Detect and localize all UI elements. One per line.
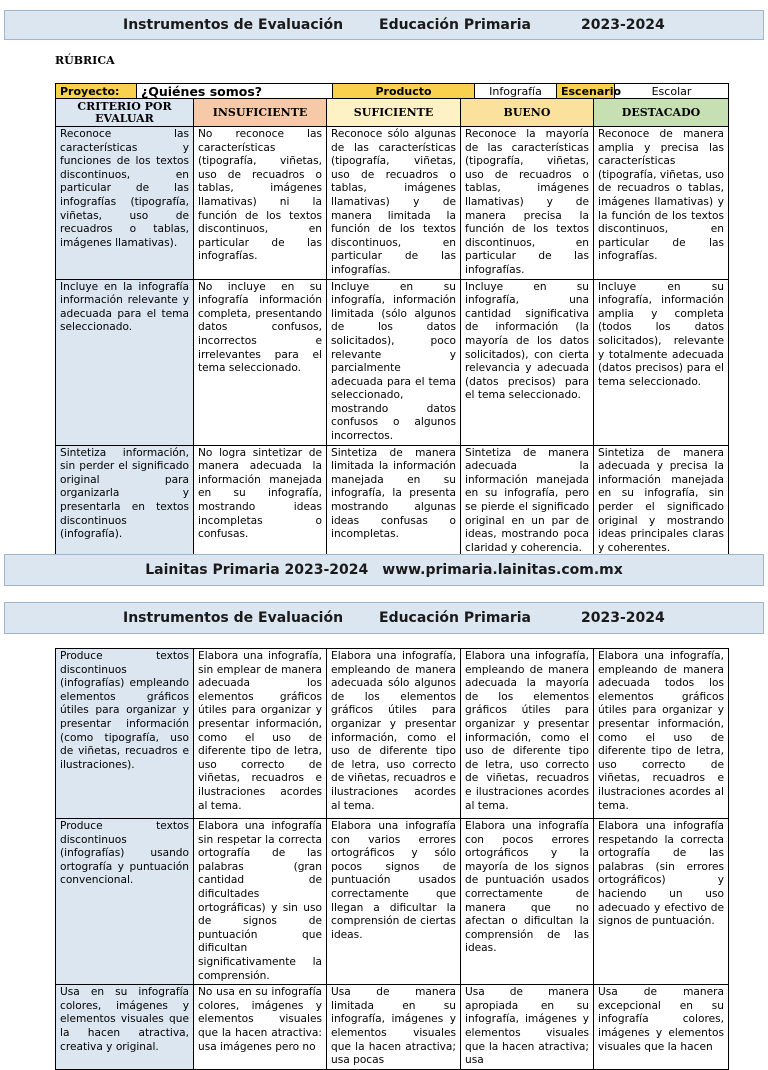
insuficiente-cell: No incluye en su infografía información completa, presentando datos confusos, incorrectos e irrelevantes para el tema seleccionado. xyxy=(194,279,327,445)
bueno-cell: Elabora una infografía, empleando de manera adecuada la mayoría de los elementos gráficos útiles para organizar y presentar información, como el uso de diferente tipo de letra, uso correcto de viñetas, recuadros e ilustraciones acordes al tema. xyxy=(461,649,594,819)
table-row xyxy=(56,279,729,445)
table-row xyxy=(56,127,729,280)
destacado-cell: Incluye en su infografía, información amplia y completa (todos los datos solicitados), relevante y totalmente adecuada (datos precisos) para el tema seleccionado. xyxy=(594,279,729,445)
criterion-cell: Incluye en la infografía información relevante y adecuada para el tema seleccionado. xyxy=(56,279,194,445)
header-title: Instrumentos de Evaluación xyxy=(123,610,344,626)
suficiente-cell: Elabora una infografía, empleando de manera adecuada sólo algunos de los elementos gráficos útiles para organizar y presentar información, como el uso de diferente tipo de letra, uso correcto de viñetas, recuadros e ilustraciones acordes al tema. xyxy=(327,649,461,819)
column-header-destacado: DESTACADO xyxy=(594,99,729,127)
page1-header-bar xyxy=(4,10,764,40)
destacado-cell: Usa de manera excepcional en su infografía colores, imágenes y elementos visuales que la hacen xyxy=(594,985,729,1070)
header-level: Educación Primaria xyxy=(379,610,532,626)
destacado-cell: Elabora una infografía, empleando de manera adecuada todos los elementos gráficos útiles para organizar y presentar información, como el uso de diferente tipo de letra, uso correcto de viñetas, recuadros e ilustraciones acordes al tema. xyxy=(594,649,729,819)
rubric-table-page1 xyxy=(55,98,729,559)
bueno-cell: Sintetiza de manera adecuada la información manejada en su infografía, pero se pierde el significado original en un par de ideas, mostrando poca claridad y coherencia. xyxy=(461,445,594,558)
rubric-table-page2 xyxy=(55,648,729,1070)
header-year: 2023-2024 xyxy=(581,610,665,626)
destacado-cell: Reconoce de manera amplia y precisa las características (tipografía, viñetas, uso de recuadros o tablas, imágenes llamativas) y la función de los textos discontinuos, en particular de las infografías. xyxy=(594,127,729,280)
rubric-header-row xyxy=(56,99,729,127)
producto-value: Infografía xyxy=(475,84,557,100)
insuficiente-cell: No logra sintetizar de manera adecuada la información manejada en su infografía, mostrando ideas incompletas o confusas. xyxy=(194,445,327,558)
column-header-bueno: BUENO xyxy=(461,99,594,127)
header-title: Instrumentos de Evaluación xyxy=(123,17,344,33)
criterion-cell: Produce textos discontinuos (infografías) empleando elementos gráficos útiles para organizar y presentar información (como tipografía, uso de viñetas, recuadros e ilustraciones). xyxy=(56,649,194,819)
table-row xyxy=(56,649,729,819)
proyecto-value: ¿Quiénes somos? xyxy=(137,84,333,100)
column-header-insuficiente: INSUFICIENTE xyxy=(194,99,327,127)
producto-label: Producto xyxy=(333,84,475,100)
suficiente-cell: Reconoce sólo algunas de las características (tipografía, viñetas, uso de recuadros o tablas, imágenes llamativas) y de manera limitada la función de los textos discontinuos, en particular de las infografías. xyxy=(327,127,461,280)
criterion-cell: Sintetiza información, sin perder el significado original para organizarla y presentarla en textos discontinuos (infografía). xyxy=(56,445,194,558)
header-level: Educación Primaria xyxy=(379,17,532,33)
destacado-cell: Elabora una infografía respetando la correcta ortografía de las palabras (sin errores ortográficos) y haciendo un uso adecuado y efectivo de signos de puntuación. xyxy=(594,819,729,985)
criterion-cell: Reconoce las características y funciones de los textos discontinuos, en particular de las infografías (tipografía, viñetas, uso de recuadros o tablas, imágenes llamativas). xyxy=(56,127,194,280)
escenario-value: Escolar xyxy=(615,84,729,100)
table-row xyxy=(56,985,729,1070)
insuficiente-cell: No reconoce las características (tipografía, viñetas, uso de recuadros o tablas, imágenes llamativas) ni la función de los textos discontinuos, en particular de las infografías. xyxy=(194,127,327,280)
table-row xyxy=(56,445,729,558)
suficiente-cell: Elabora una infografía con varios errores ortográficos y sólo pocos signos de puntuación usados correctamente que llegan a dificultar la comprensión de ciertas ideas. xyxy=(327,819,461,985)
bueno-cell: Reconoce la mayoría de las características (tipografía, viñetas, uso de recuadros o tablas, imágenes llamativas) y de manera precisa la función de los textos discontinuos, en particular de las infografías. xyxy=(461,127,594,280)
criterion-cell: Usa en su infografía colores, imágenes y elementos visuales que la hacen atractiva, creativa y original. xyxy=(56,985,194,1070)
rubrica-label: RÚBRICA xyxy=(55,54,115,67)
insuficiente-cell: Elabora una infografía, sin emplear de manera adecuada los elementos gráficos útiles para organizar y presentar información, como el uso de diferente tipo de letra, uso correcto de viñetas, recuadros e ilustraciones acordes al tema. xyxy=(194,649,327,819)
bueno-cell: Incluye en su infografía, una cantidad significativa de información (la mayoría de los datos solicitados), con cierta relevancia y adecuada (datos precisos) para el tema seleccionado. xyxy=(461,279,594,445)
insuficiente-cell: No usa en su infografía colores, imágenes y elementos visuales que la hacen atractiva: usa imágenes pero no xyxy=(194,985,327,1070)
insuficiente-cell: Elabora una infografía sin respetar la correcta ortografía de las palabras (gran cantidad de dificultades ortográficas) y sin uso de signos de puntuación que dificultan significativamente la comprensión. xyxy=(194,819,327,985)
table-row xyxy=(56,819,729,985)
header-year: 2023-2024 xyxy=(581,17,665,33)
proyecto-label: Proyecto: xyxy=(56,84,137,100)
escenario-label: Escenario xyxy=(557,84,615,100)
destacado-cell: Sintetiza de manera adecuada y precisa la información manejada en su infografía, sin perder el significado original y mostrando ideas principales claras y coherentes. xyxy=(594,445,729,558)
criterion-cell: Produce textos discontinuos (infografías) usando ortografía y puntuación convencional. xyxy=(56,819,194,985)
footer-site-name: Lainitas Primaria 2023-2024 xyxy=(145,562,369,578)
bueno-cell: Usa de manera apropiada en su infografía, imágenes y elementos visuales que la hacen atractiva; usa xyxy=(461,985,594,1070)
bueno-cell: Elabora una infografía con pocos errores ortográficos y la mayoría de los signos de puntuación usados correctamente de manera que no afectan o dificultan la comprensión de las ideas. xyxy=(461,819,594,985)
page2-header-bar xyxy=(4,602,764,634)
suficiente-cell: Usa de manera limitada en su infografía, imágenes y elementos visuales que la hacen atractiva; usa pocas xyxy=(327,985,461,1070)
footer-url: www.primaria.lainitas.com.mx xyxy=(382,562,623,578)
suficiente-cell: Incluye en su infografía, información limitada (sólo algunos de los datos solicitados), poco relevante y parcialmente adecuada para el tema seleccionado, mostrando datos confusos o algunos incorrectos. xyxy=(327,279,461,445)
site-footer-banner xyxy=(4,554,764,586)
suficiente-cell: Sintetiza de manera limitada la información manejada en su infografía, la presenta mostrando algunas ideas confusas o incompletas. xyxy=(327,445,461,558)
column-header-suficiente: SUFICIENTE xyxy=(327,99,461,127)
column-header-criterio: CRITERIO POR EVALUAR xyxy=(56,99,194,127)
